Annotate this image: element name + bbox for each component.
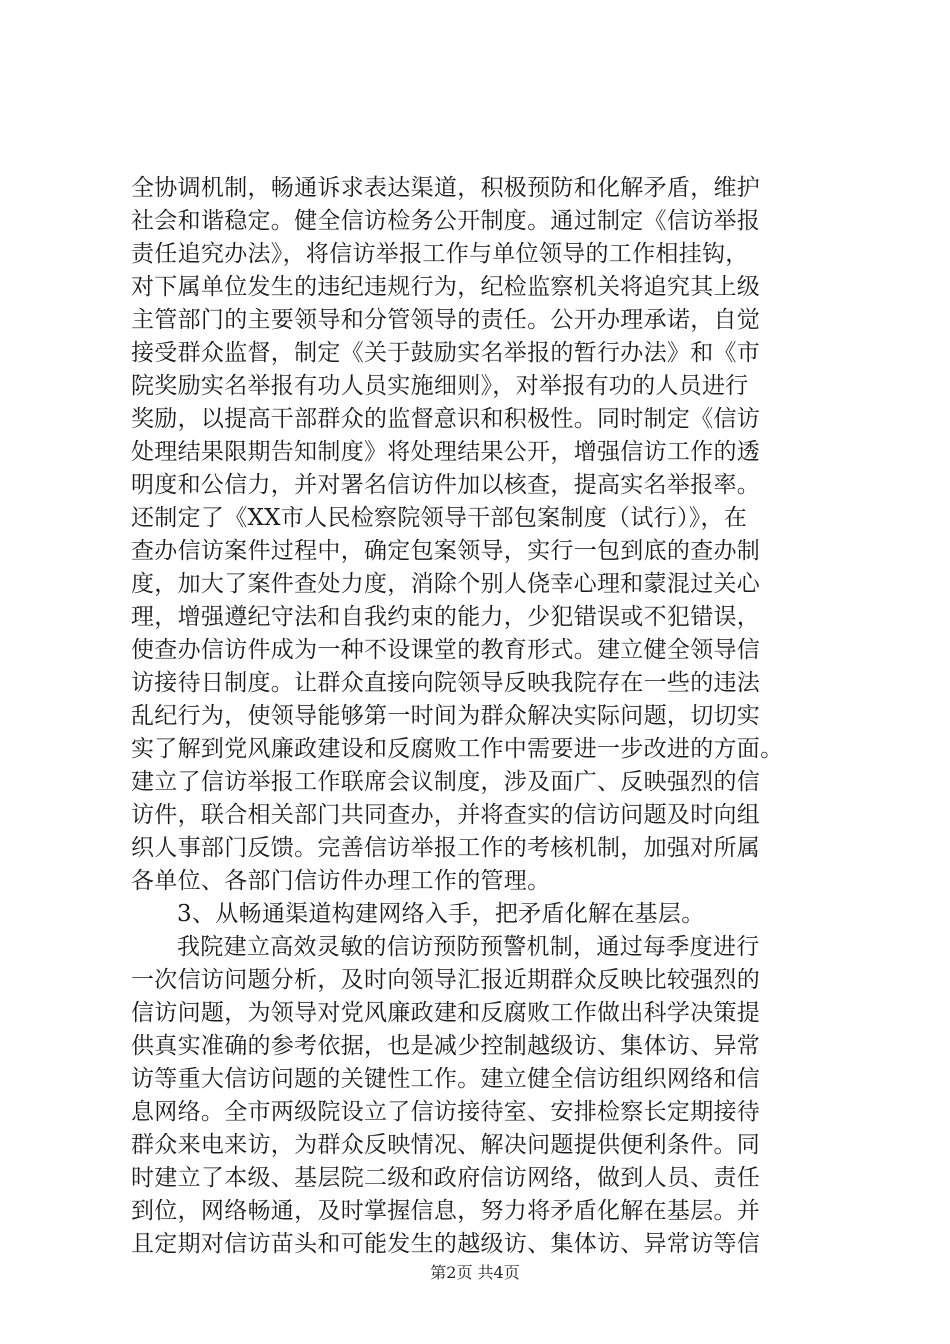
text-line: 还制定了《XX市人民检察院领导干部包案制度（试行）》，在: [131, 505, 748, 531]
text-line: 供真实准确的参考依据，也是减少控制越级访、集体访、异常: [131, 1033, 761, 1059]
text-line: 奖励，以提高干部群众的监督意识和积极性。同时制定《信访: [131, 406, 761, 432]
text-line: 查办信访案件过程中，确定包案领导，实行一包到底的查办制: [131, 538, 761, 564]
text-line: 实了解到党风廉政建设和反腐败工作中需要进一步改进的方面。: [131, 736, 784, 762]
text-line: 接受群众监督，制定《关于鼓励实名举报的暂行办法》和《市: [131, 340, 761, 366]
text-line: 群众来电来访，为群众反映情况、解决问题提供便利条件。同: [131, 1132, 761, 1158]
text-line: 院奖励实名举报有功人员实施细则》，对举报有功的人员进行: [131, 373, 749, 399]
text-line: 度，加大了案件查处力度，消除个别人侥幸心理和蒙混过关心: [131, 571, 761, 597]
text-line: 全协调机制，畅通诉求表达渠道，积极预防和化解矛盾，维护: [131, 175, 761, 201]
text-line: 社会和谐稳定。健全信访检务公开制度。通过制定《信访举报: [131, 208, 761, 234]
text-line: 我院建立高效灵敏的信访预防预警机制，通过每季度进行: [177, 934, 760, 960]
text-line: 到位，网络畅通，及时掌握信息，努力将矛盾化解在基层。并: [131, 1198, 761, 1224]
page-number-footer: 第2页 共4页: [430, 1263, 520, 1282]
text-line: 使查办信访件成为一种不设课堂的教育形式。建立健全领导信: [131, 637, 761, 663]
text-line: 处理结果限期告知制度》将处理结果公开，增强信访工作的透: [131, 439, 761, 465]
text-line: 息网络。全市两级院设立了信访接待室、安排检察长定期接待: [131, 1099, 761, 1125]
text-line: 理，增强遵纪守法和自我约束的能力，少犯错误或不犯错误，: [131, 604, 761, 630]
text-line: 访件，联合相关部门共同查办，并将查实的信访问题及时向组: [131, 802, 761, 828]
text-line: 建立了信访举报工作联席会议制度，涉及面广、反映强烈的信: [131, 769, 761, 795]
text-line: 乱纪行为，使领导能够第一时间为群众解决实际问题，切切实: [131, 703, 761, 729]
section-heading: 3、从畅通渠道构建网络入手，把矛盾化解在基层。: [177, 901, 705, 927]
text-line: 访接待日制度。让群众直接向院领导反映我院存在一些的违法: [131, 670, 761, 696]
text-line: 织人事部门反馈。完善信访举报工作的考核机制，加强对所属: [131, 835, 761, 861]
body-text: [131, 172, 831, 1261]
text-line: 各单位、各部门信访件办理工作的管理。: [131, 868, 551, 894]
text-line: 责任追究办法》，将信访举报工作与单位领导的工作相挂钩，: [131, 241, 749, 267]
text-line: 主管部门的主要领导和分管领导的责任。公开办理承诺，自觉: [131, 307, 761, 333]
text-line: 时建立了本级、基层院二级和政府信访网络，做到人员、责任: [131, 1165, 761, 1191]
text-line: 对下属单位发生的违纪违规行为，纪检监察机关将追究其上级: [131, 274, 761, 300]
text-line: 访等重大信访问题的关键性工作。建立健全信访组织网络和信: [131, 1066, 761, 1092]
text-line: 明度和公信力，并对署名信访件加以核查，提高实名举报率。: [131, 472, 761, 498]
text-line: 且定期对信访苗头和可能发生的越级访、集体访、异常访等信: [131, 1231, 761, 1257]
text-line: 信访问题，为领导对党风廉政建和反腐败工作做出科学决策提: [131, 1000, 761, 1026]
text-line: 一次信访问题分析，及时向领导汇报近期群众反映比较强烈的: [131, 967, 761, 993]
